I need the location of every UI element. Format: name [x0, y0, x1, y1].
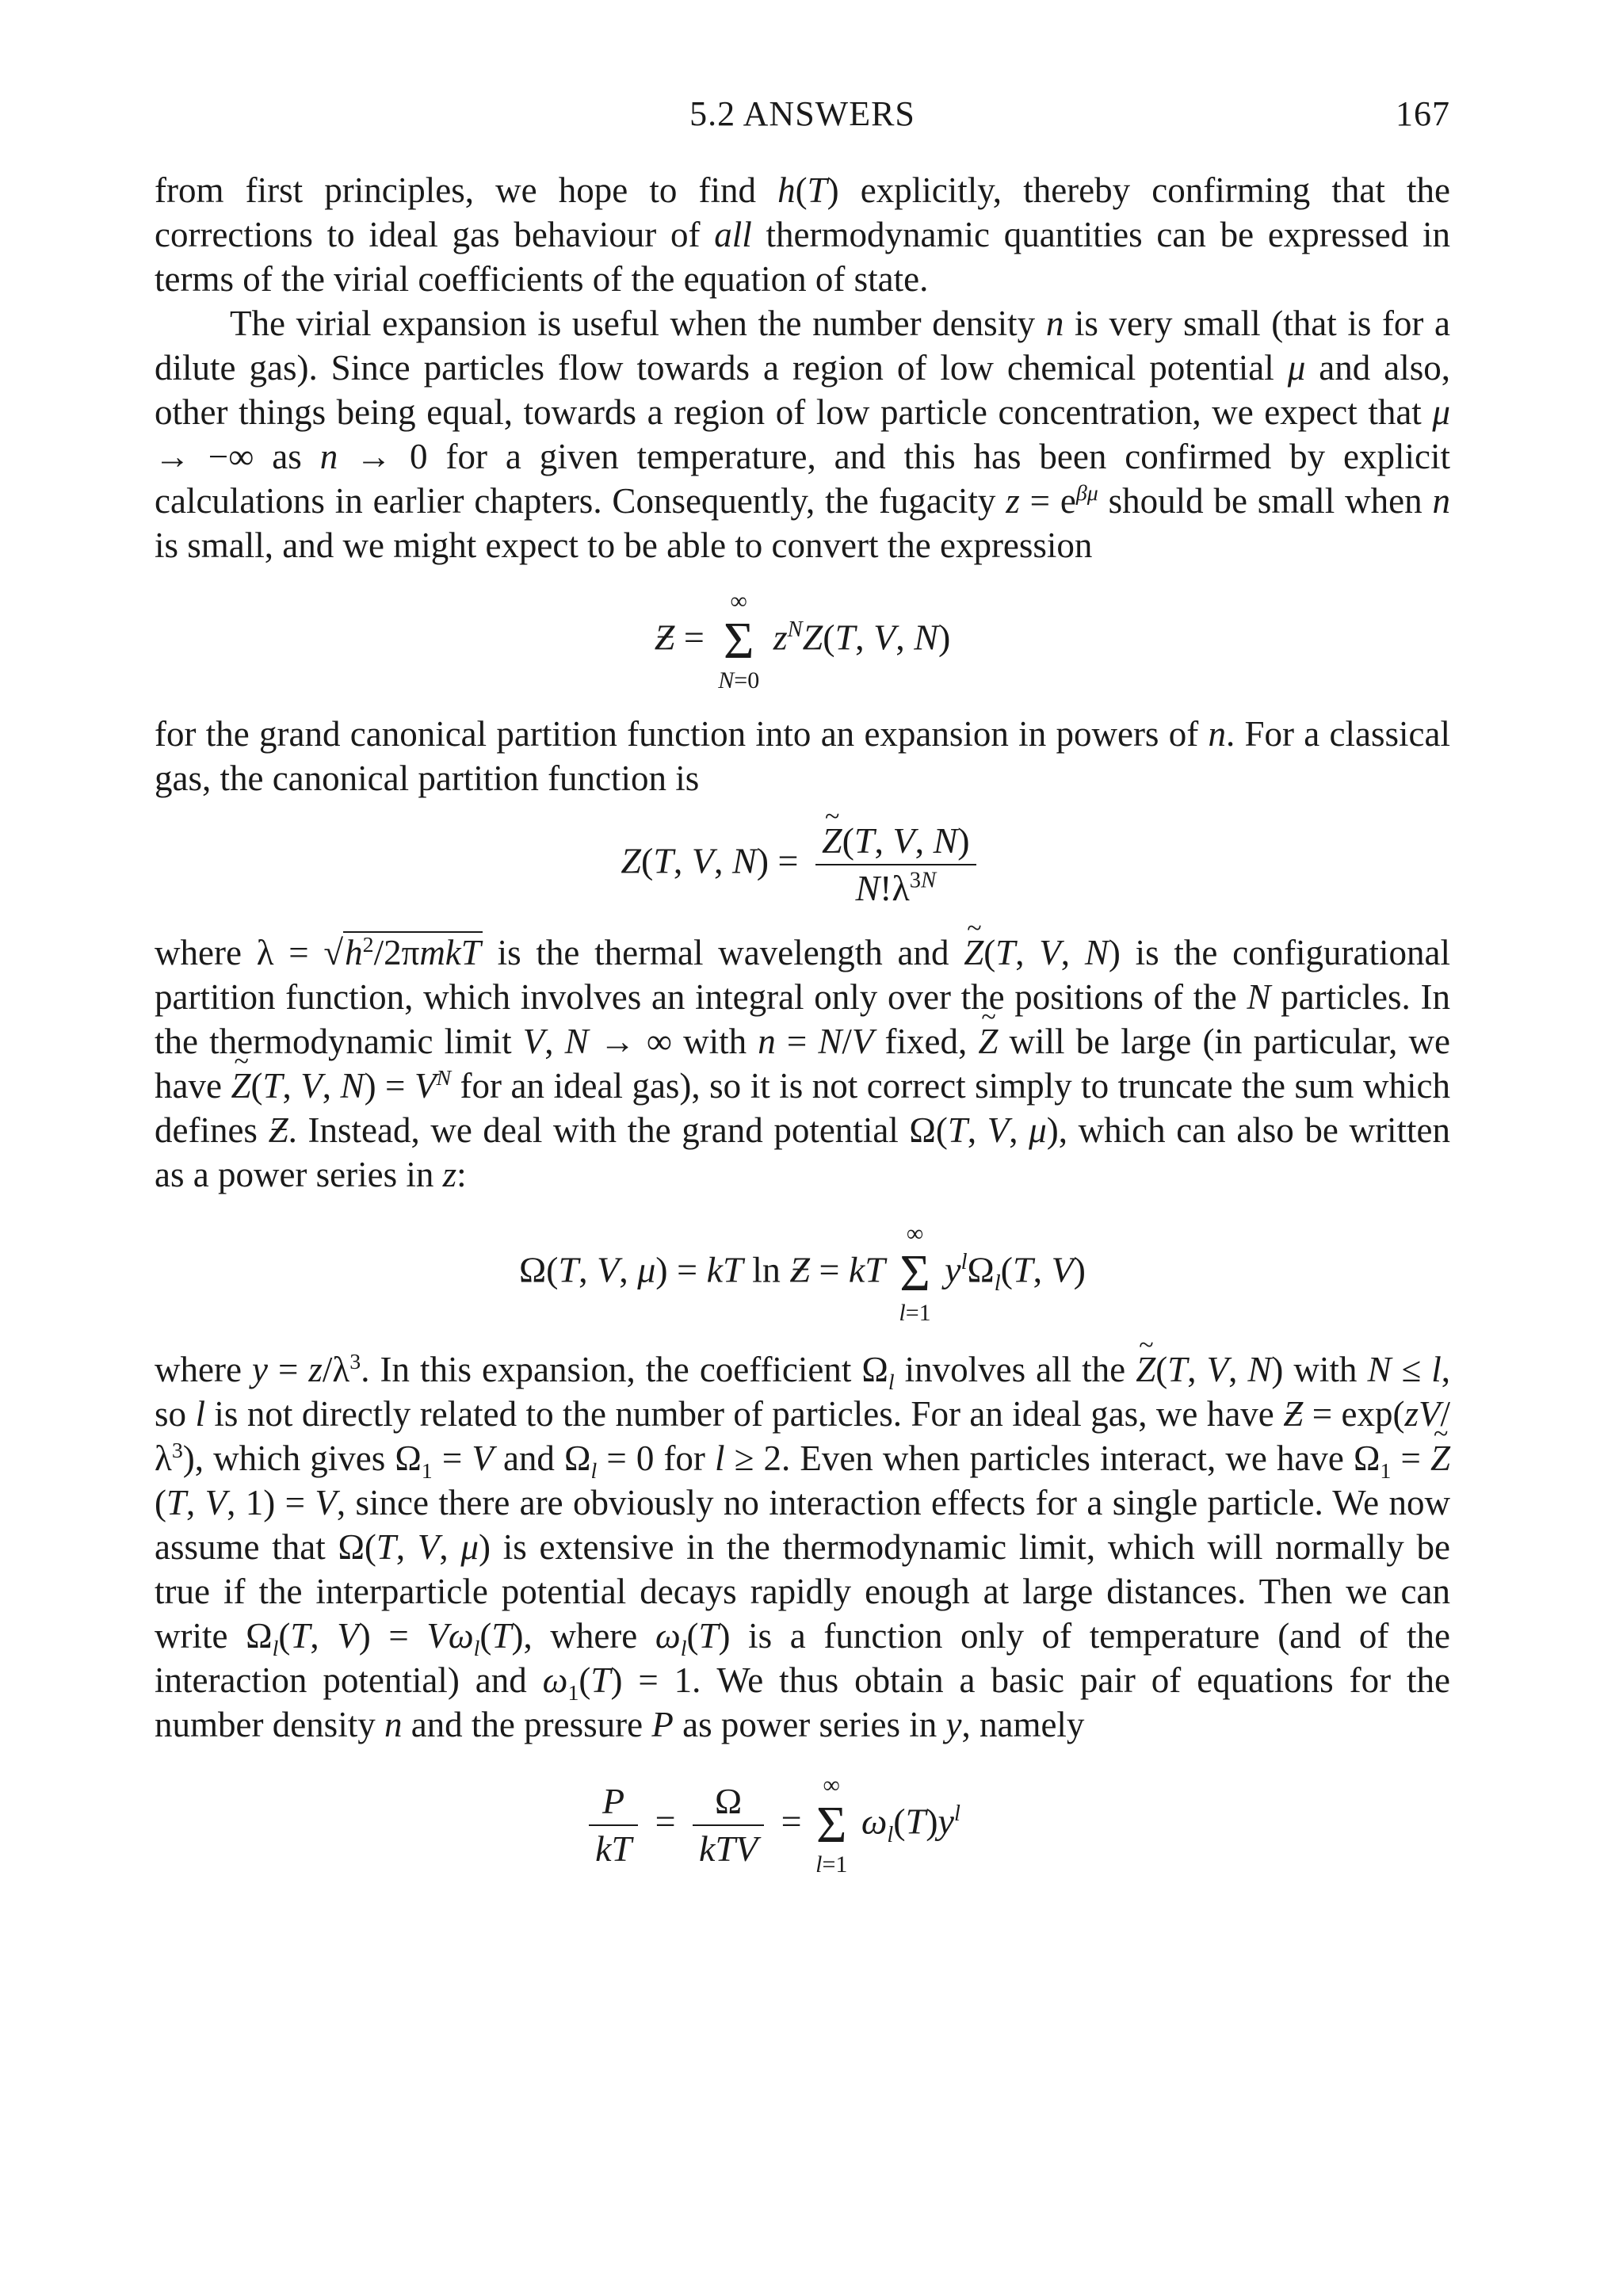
equation-canonical-partition: Z(T, V, N) = ~ $\frac{Z(T, V, N)}{N!\lambda^{3N}}$	[155, 818, 1450, 911]
fraction: $\frac{P}{kT}$	[589, 1778, 638, 1872]
fraction: ~ $\frac{Z(T, V, N)}{N!\lambda^{3N}}$	[815, 818, 976, 911]
paragraph-1: from first principles, we hope to find h(T) explicitly, thereby confirming that the corrections to ideal gas behaviour of all thermodynamic quantities can be expressed in terms of the virial coefficients of the equation of state.	[155, 170, 1451, 299]
summation-symbol: ∞ Σ N=0	[718, 588, 760, 693]
fraction: $\frac{\Omega}{\text{kTV}}$	[693, 1778, 764, 1872]
summation-symbol: ∞ Σ l=1	[815, 1772, 848, 1878]
running-header	[155, 94, 1450, 141]
body-text	[155, 168, 1450, 1878]
equation-grand-partition: Ƶ = ∞ Σ N=0 $z^NZ(T$, V, N)	[654, 588, 951, 693]
equation-pressure-series: $\frac{P}{kT}$ = $\frac{\Omega}{\text{kTV}}$ = ∞ Σ l=1 $\omega_l(T)y^l$	[91, 1772, 1450, 1878]
paragraph-2: The virial expansion is useful when the number density n is very small (that is for a dilute gas). Since particles flow towards a region of low chemical potential μ and also, other things being equal, towards a region of low particle concentration, we expect that μ → −∞ as n → 0 for a given temperature, and this has been confirmed by explicit calculations in earlier chapters. Consequently, the fugacity $z = e^{\beta\mu}$ should be small when n is small, and we might expect to be able to convert the expression	[155, 304, 1450, 565]
section-title: 5.2 ANSWERS	[689, 94, 915, 133]
equation-grand-potential: Ω(T, V, μ) = kT ln Ƶ = kT ∞ Σ l=1 $y^l\Omega_l(T$, V)	[518, 1221, 1086, 1326]
paragraph-4: where $\lambda = √h^2/2\pi mkT$ is the thermal wavelength and ~ Z(T, V, N) is the configurational partition function, which involves an integral only over the positions of the N particles. In the thermodynamic limit V, N → ∞ with n = N/V fixed, ~ Z will be large (in particular, we have ~ Z(T, V, $N) = V^N$ for an ideal gas), so it is not correct simply to truncate the sum which defines Ƶ. Instead, we deal with the grand potential Ω(T, V, μ), which can also be written as a power series in z:	[155, 930, 1450, 1197]
paragraph-3: for the grand canonical partition function into an expansion in powers of n. For a classical gas, the canonical partition function is	[155, 714, 1450, 798]
summation-symbol: ∞ Σ l=1	[899, 1221, 931, 1326]
page-number: 167	[1396, 94, 1450, 133]
paragraph-5: where $y = z/\lambda^3$. In this expansion, the coefficient $\Omega_l$ involves all the ~ Z(T, V, N) with N ≤ l, so l is not directly related to the number of particles. For an ideal gas, we have Ƶ = $\exp(zV/\lambda^3)$, which gives $\Omega_1 = V$ and $\Omega_l = 0$ for l ≥ 2. Even when particles interact, we have $\Omega_1$ = ~ Z(T, V, 1) = V, since there are obviously no interaction effects for a single particle. We now assume that Ω(T, V, μ) is extensive in the thermodynamic limit, which will normally be true if the interparticle potential decays rapidly enough at large distances. Then we can write $\Omega_l(T$, $V) = V\omega_l(T)$, where $\omega_l(T)$ is a function only of temperature (and of the interaction potential) and $\omega_1(T) = 1$. We thus obtain a basic pair of equations for the number density n and the pressure P as power series in y, namely	[155, 1347, 1450, 1747]
